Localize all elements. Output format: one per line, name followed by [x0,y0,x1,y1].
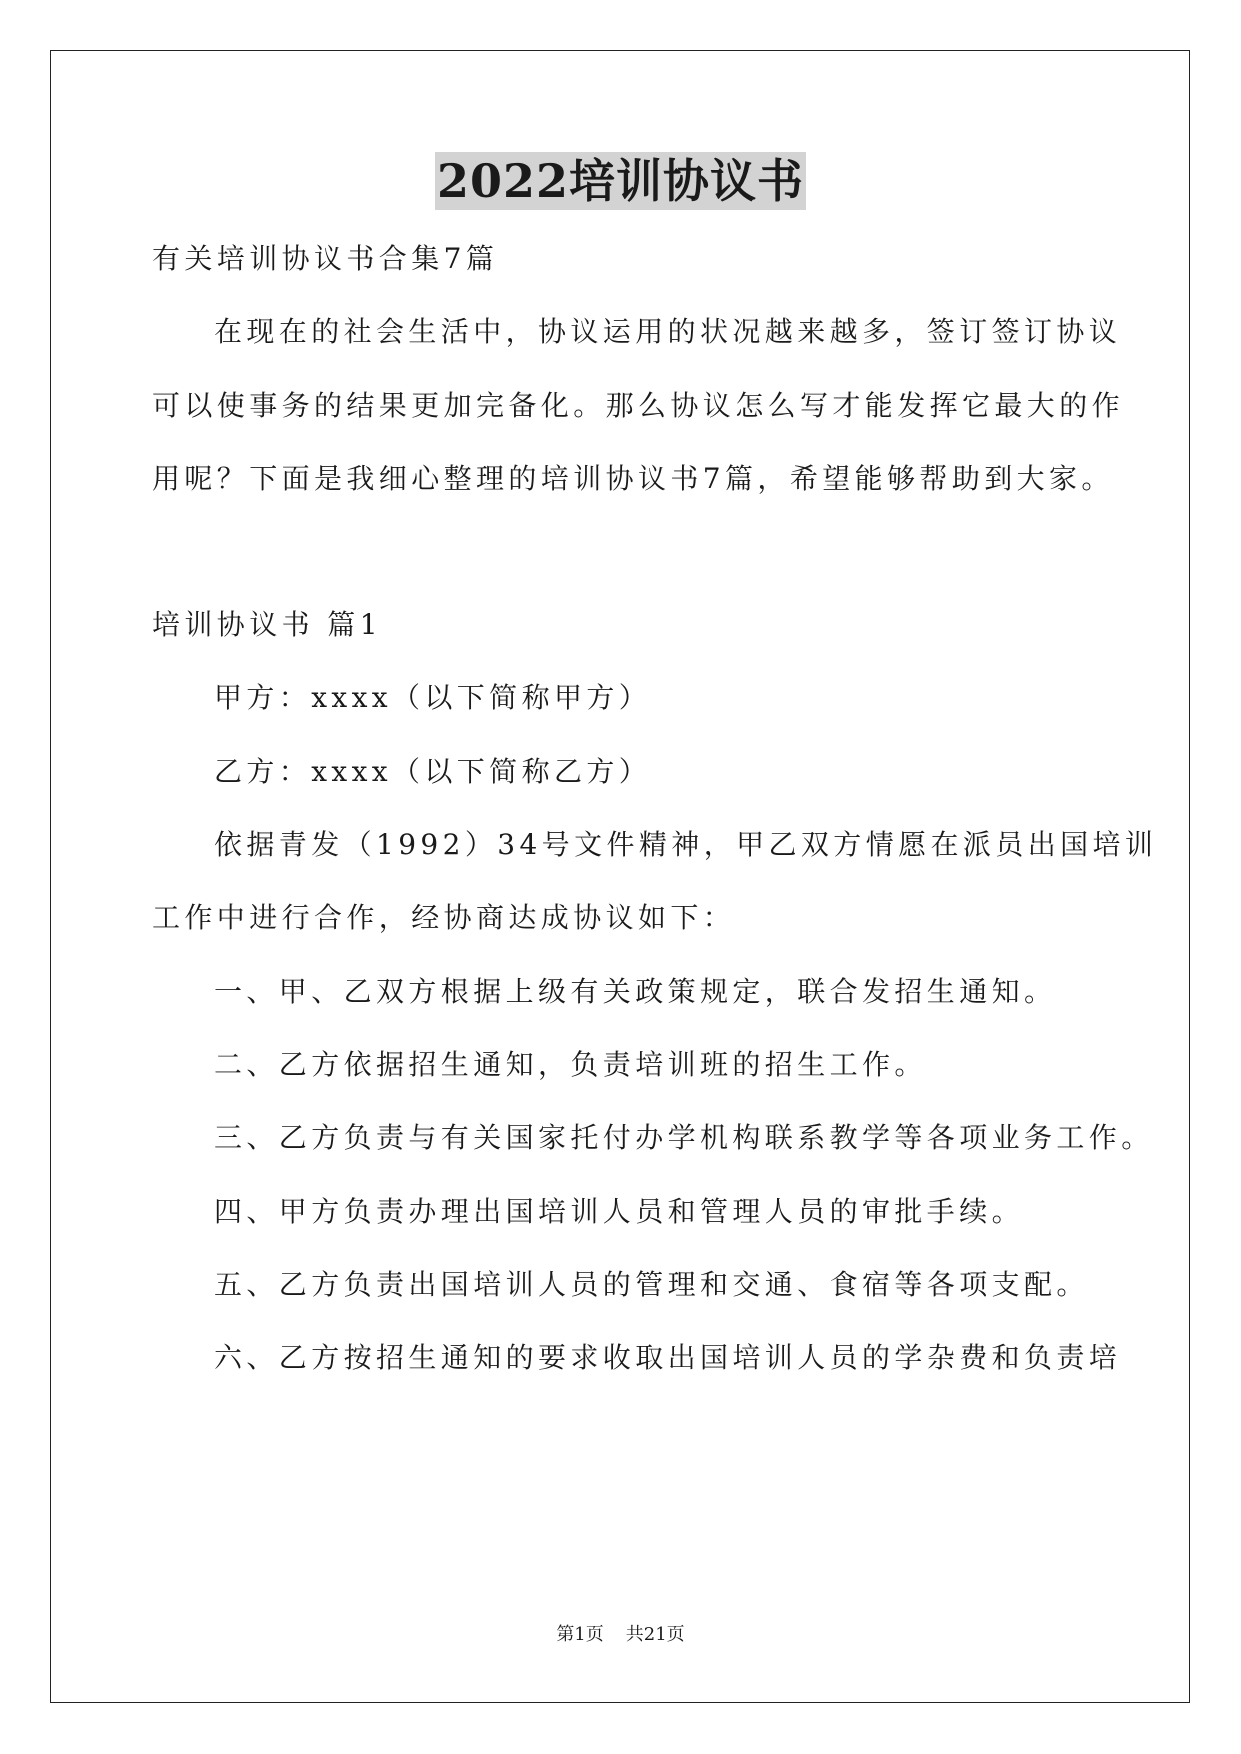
party-a: 甲方：xxxx（以下简称甲方） [214,681,652,714]
intro-line-3: 用呢？下面是我细心整理的培训协议书7篇，希望能够帮助到大家。 [152,462,1114,495]
document-title: 2022培训协议书 [436,154,805,208]
page-footer [0,1623,1241,1647]
clause-5: 五、乙方负责出国培训人员的管理和交通、食宿等各项支配。 [214,1268,1089,1301]
clause-3: 三、乙方负责与有关国家托付办学机构联系教学等各项业务工作。 [214,1121,1154,1154]
page-total: 共21页 [625,1624,685,1645]
page-number: 第1页 [556,1624,604,1645]
basis-line-1: 依据青发（1992）34号文件精神，甲乙双方情愿在派员出国培训 [214,828,1158,861]
document-subtitle: 有关培训协议书合集7篇 [152,242,499,275]
title-container [0,152,1241,210]
intro-line-2: 可以使事务的结果更加完备化。那么协议怎么写才能发挥它最大的作 [152,389,1125,422]
section-heading: 培训协议书 篇1 [152,608,382,641]
intro-line-1: 在现在的社会生活中，协议运用的状况越来越多，签订签订协议 [214,315,1122,348]
basis-line-2: 工作中进行合作，经协商达成协议如下： [152,901,736,934]
clause-6: 六、乙方按招生通知的要求收取出国培训人员的学杂费和负责培 [214,1341,1122,1374]
page-border [50,50,1190,1703]
party-b: 乙方：xxxx（以下简称乙方） [214,755,652,788]
clause-4: 四、甲方负责办理出国培训人员和管理人员的审批手续。 [214,1195,1025,1228]
clause-2: 二、乙方依据招生通知，负责培训班的招生工作。 [214,1048,927,1081]
clause-1: 一、甲、乙双方根据上级有关政策规定，联合发招生通知。 [214,975,1057,1008]
